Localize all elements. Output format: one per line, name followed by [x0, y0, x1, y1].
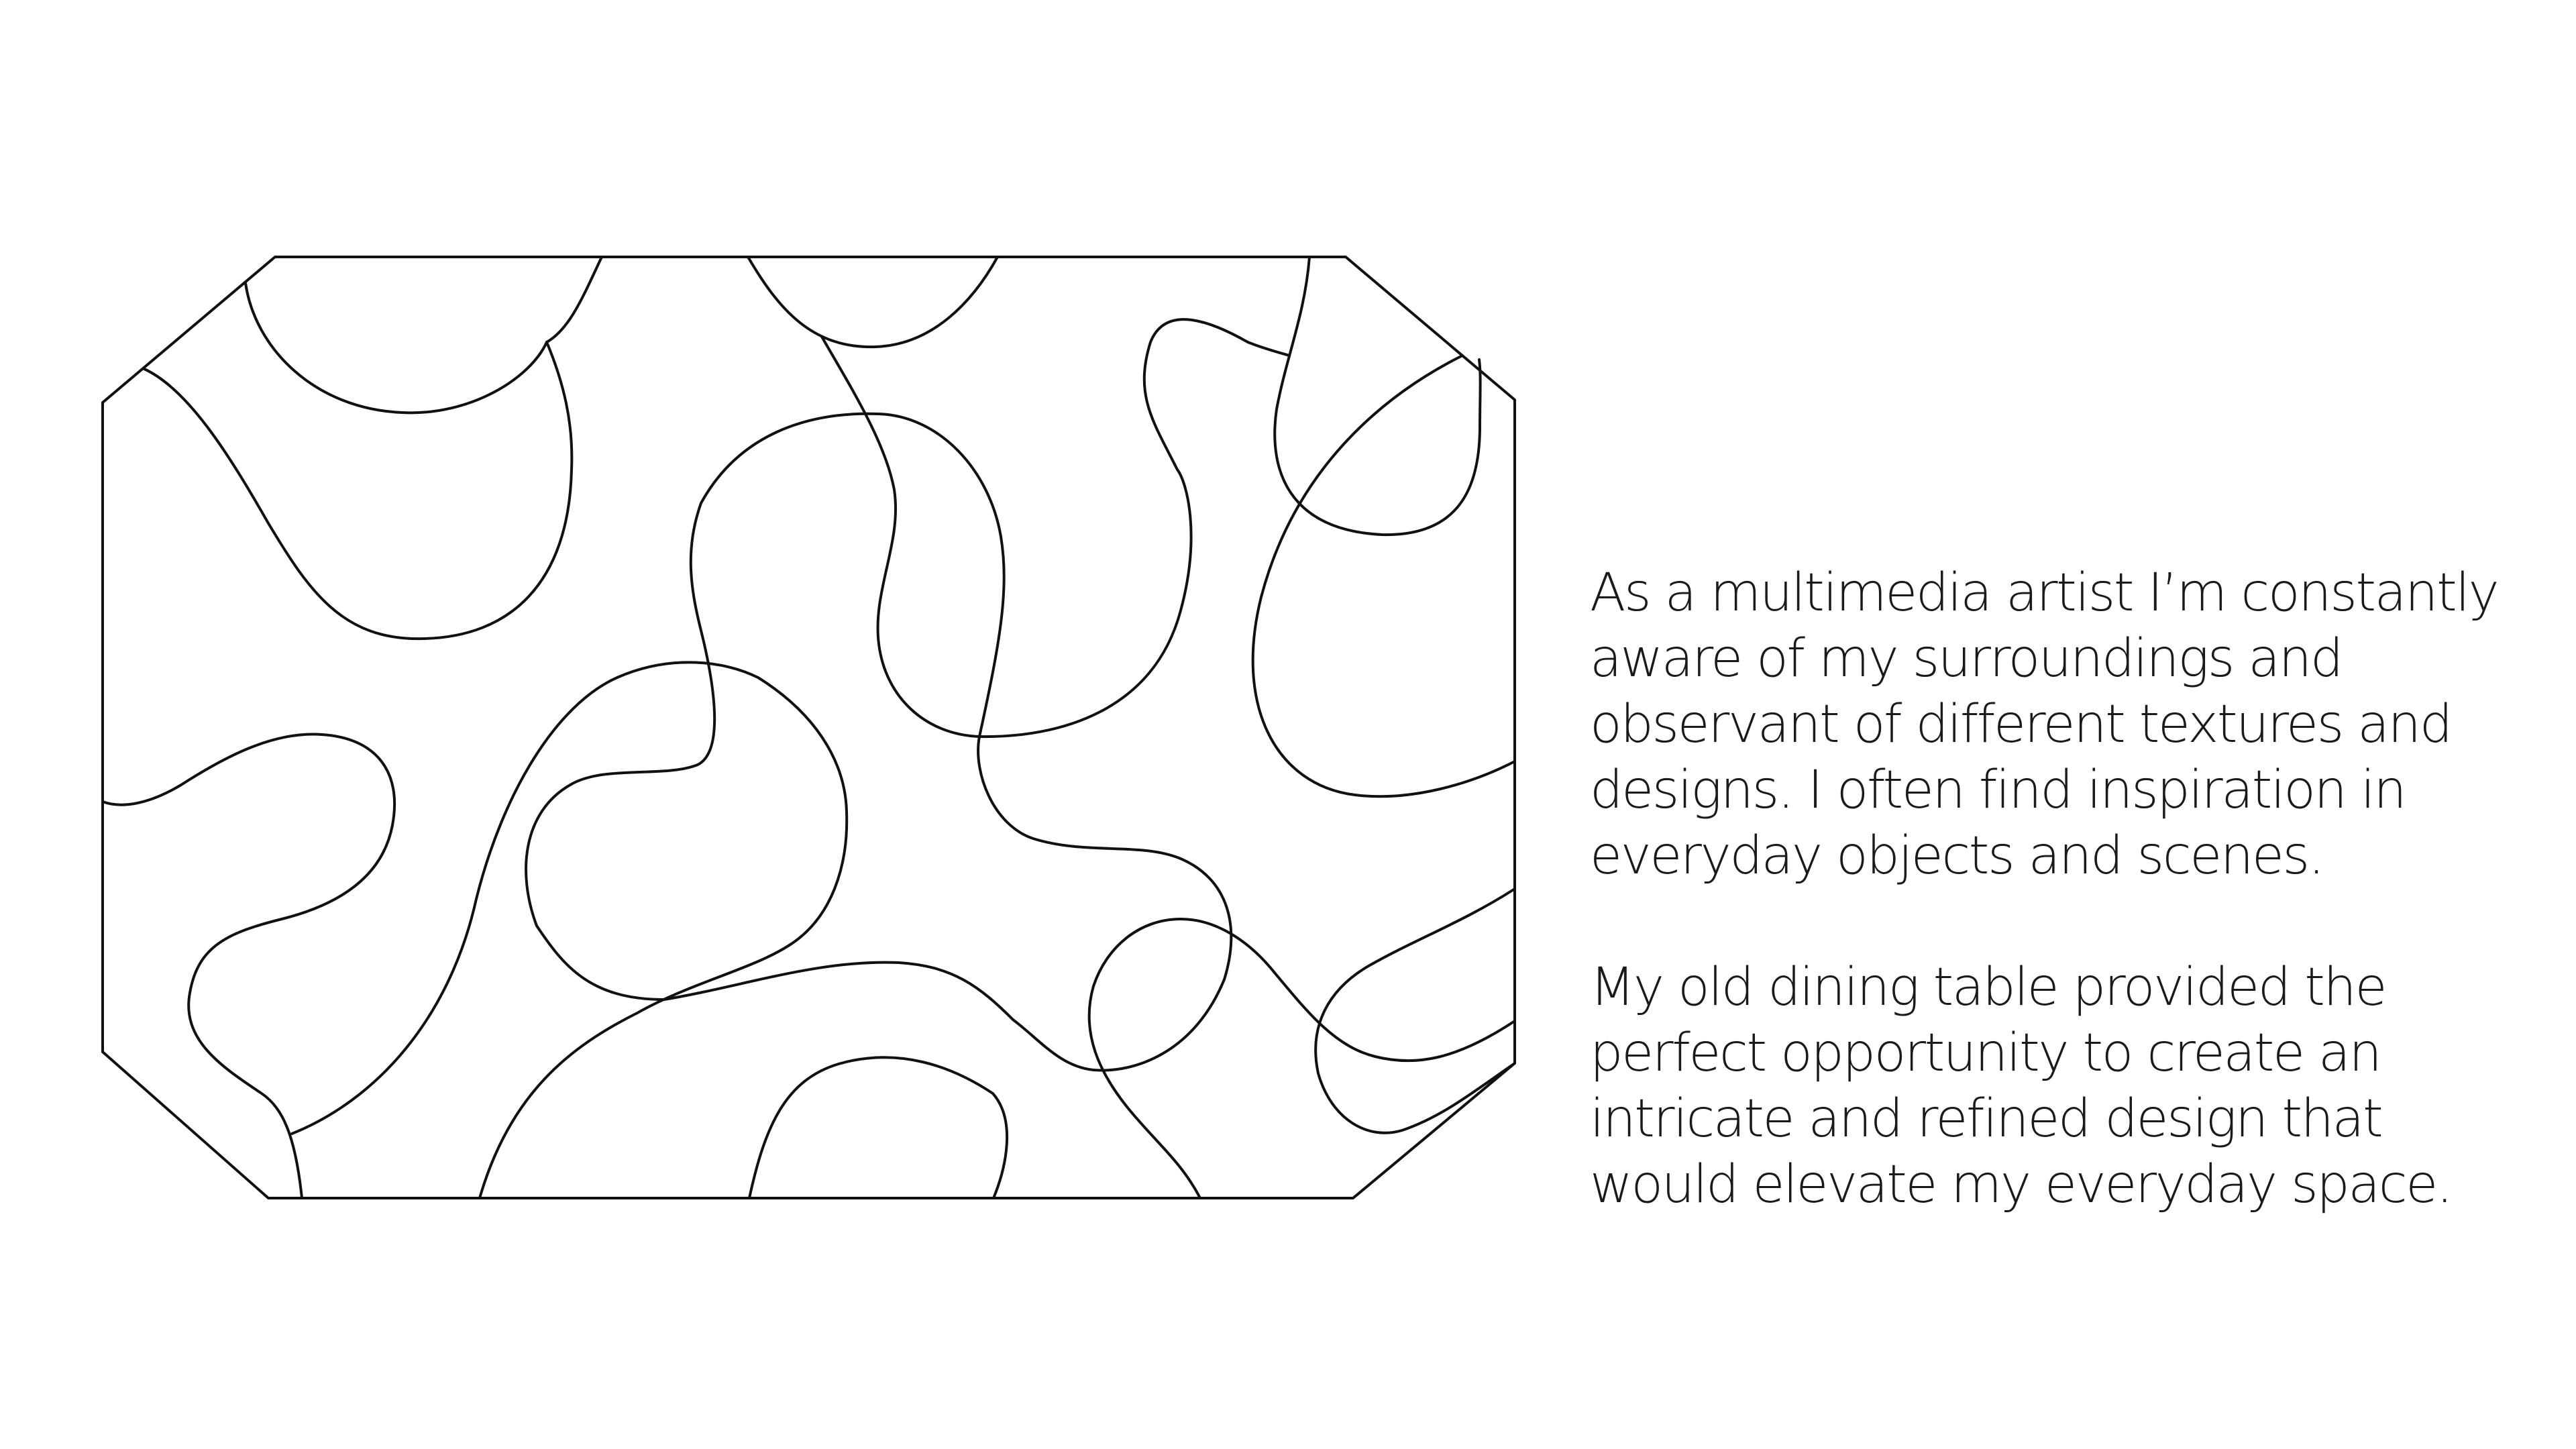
statement-line: designs. I often find inspiration in — [1590, 760, 2406, 820]
organic-curve — [292, 662, 847, 1198]
organic-curve — [103, 735, 394, 1198]
statement-line: perfect opportunity to create an — [1590, 1023, 2381, 1083]
statement-paragraph-2 — [1590, 955, 2556, 1218]
organic-curve — [664, 737, 1231, 1071]
statement-paragraph-1 — [1590, 560, 2556, 889]
statement-line: intricate and refined design that — [1590, 1089, 2382, 1149]
statement-line: As a multimedia artist I’m constantly — [1590, 563, 2498, 623]
organic-curve — [749, 1057, 1007, 1198]
organic-curve — [748, 257, 998, 347]
organic-curve — [1316, 889, 1515, 1133]
table-outline — [103, 257, 1515, 1198]
statement-line: aware of my surroundings and — [1590, 629, 2342, 689]
organic-curve — [822, 319, 1289, 737]
organic-curve — [1253, 356, 1515, 796]
organic-line-pattern — [103, 257, 1515, 1198]
organic-curve — [547, 257, 602, 342]
statement-line: observant of different textures and — [1590, 694, 2451, 755]
statement-line: would elevate my everyday space. — [1590, 1155, 2452, 1215]
organic-curve — [144, 342, 572, 639]
organic-curve — [526, 414, 1004, 1000]
statement-line: everyday objects and scenes. — [1590, 826, 2324, 886]
statement-line: My old dining table provided the — [1590, 957, 2386, 1018]
artist-statement — [1590, 560, 2556, 1218]
organic-curve — [246, 283, 547, 413]
